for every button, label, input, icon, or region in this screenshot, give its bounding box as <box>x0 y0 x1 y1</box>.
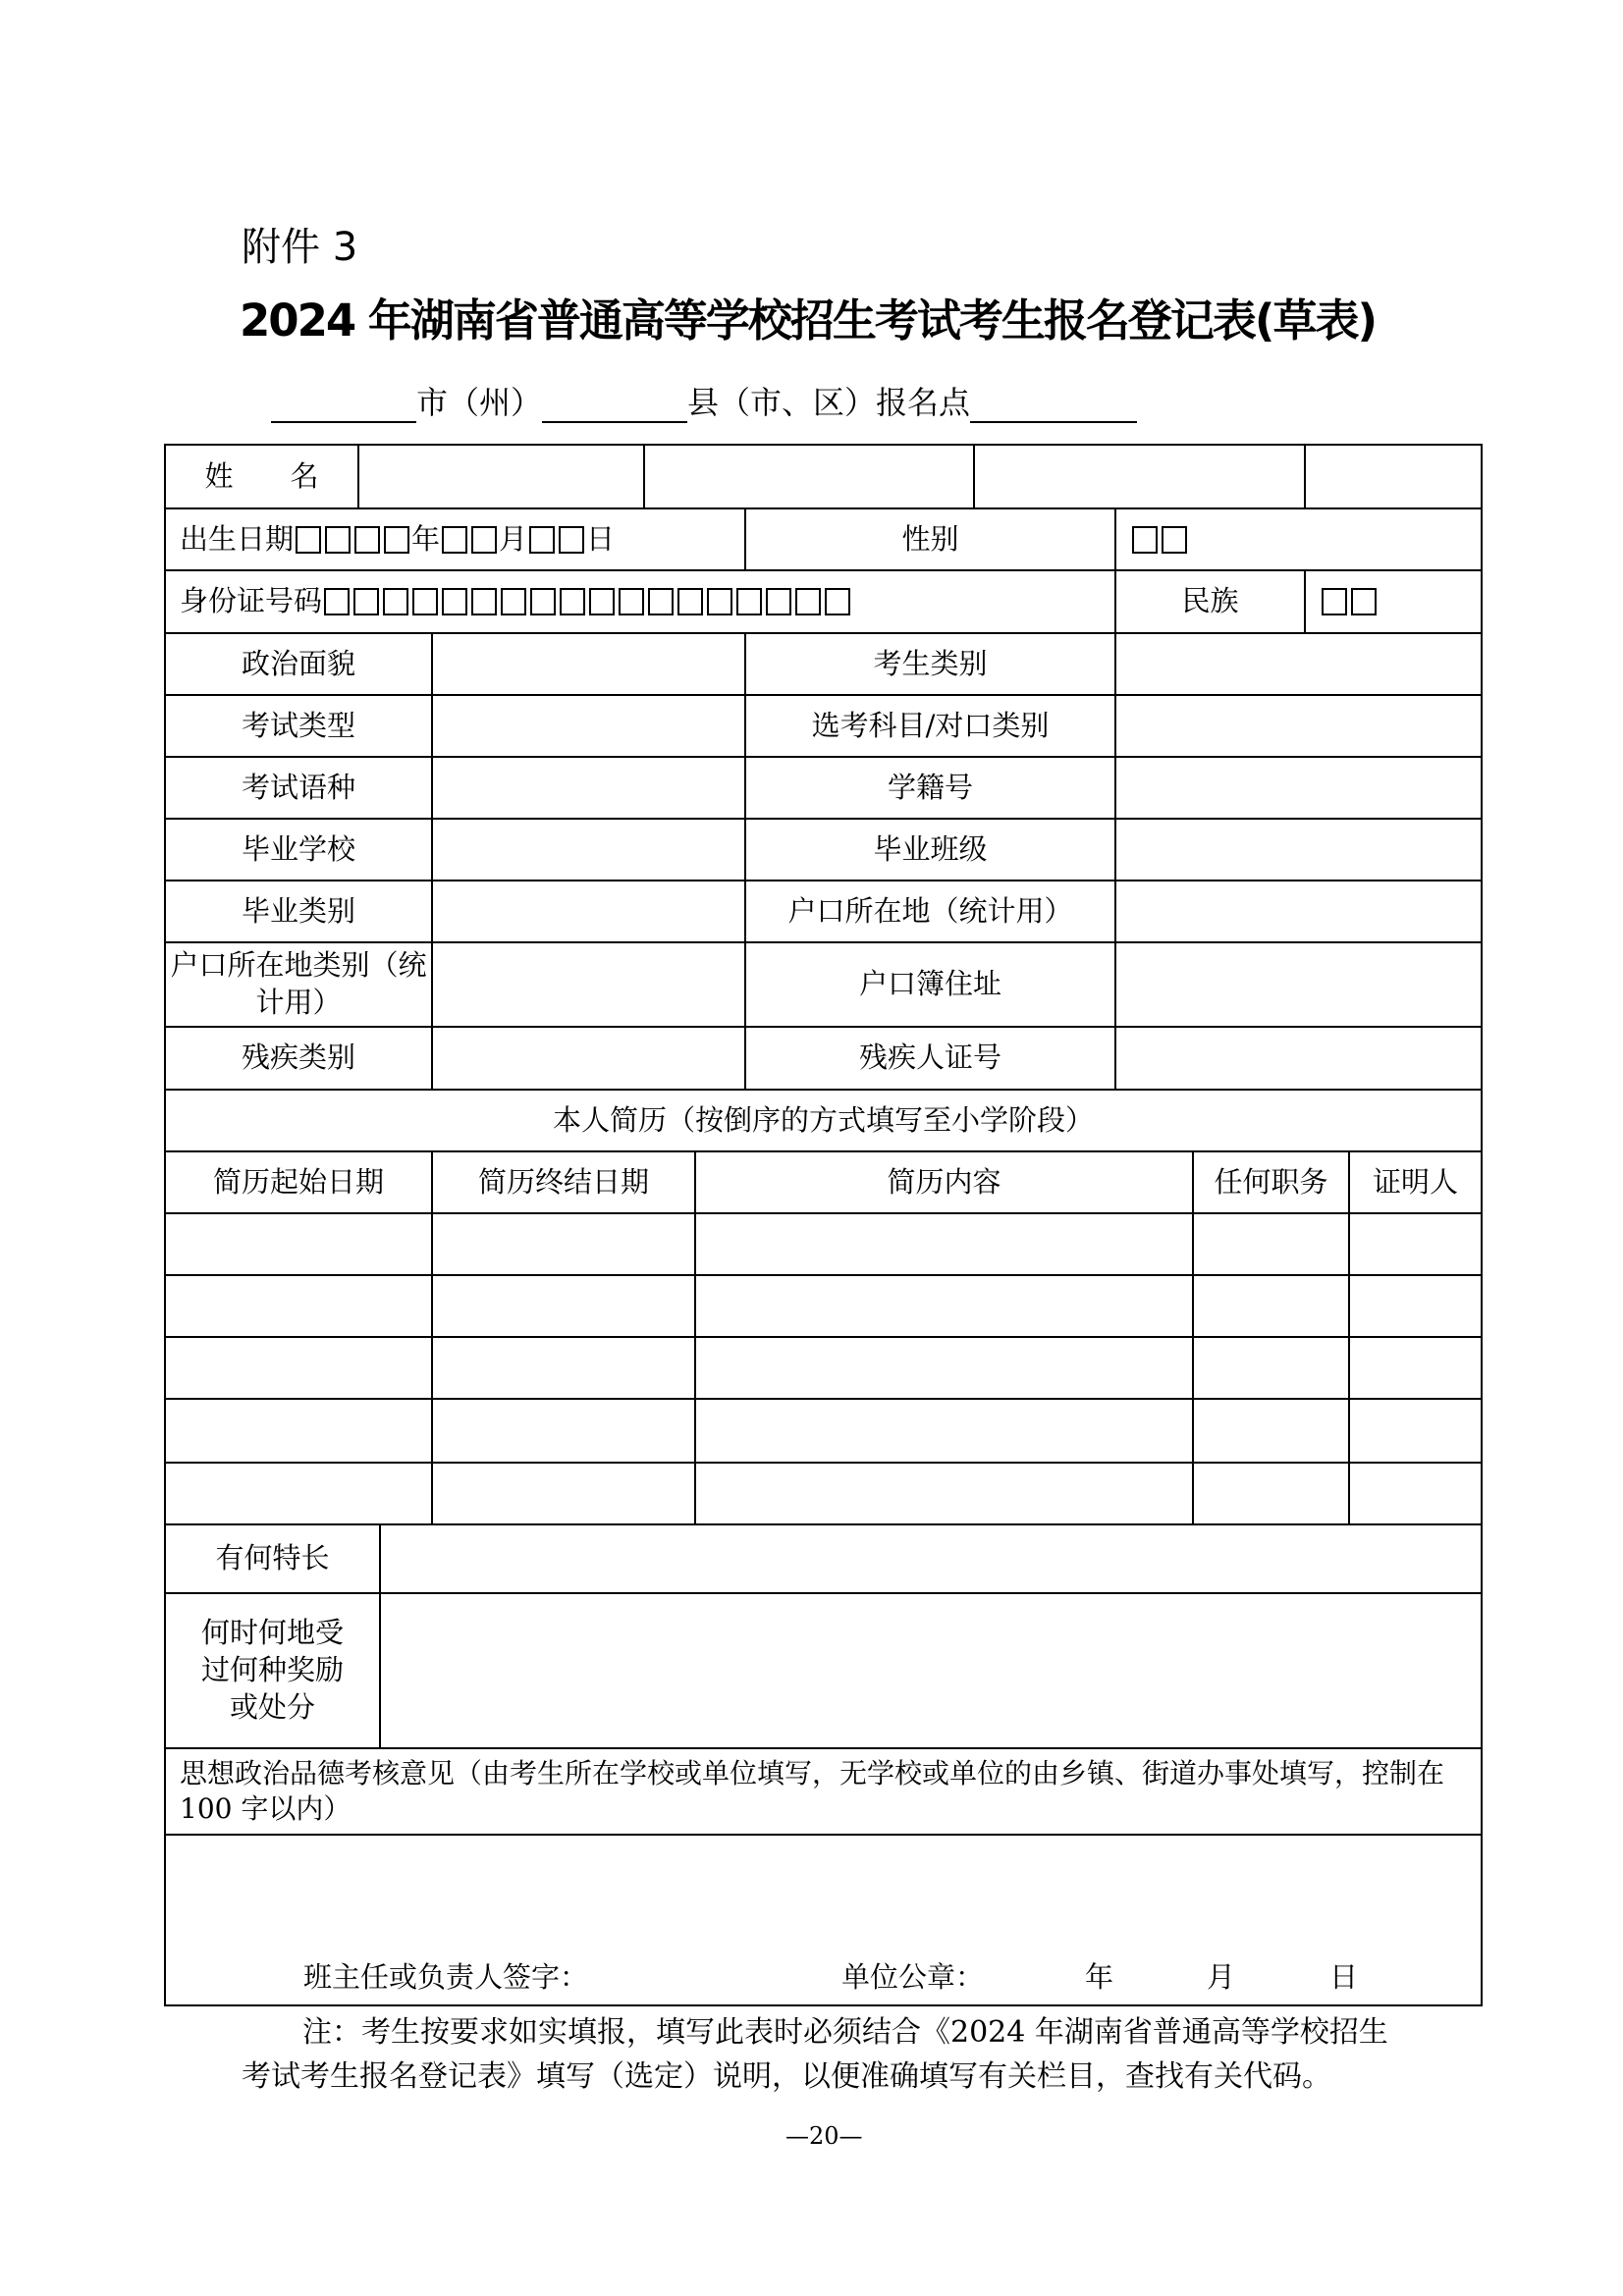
gender-label-text: 性别 <box>901 521 959 556</box>
info-label-left <box>164 632 433 696</box>
resume-cell[interactable] <box>431 1398 696 1464</box>
moral-assessment-field[interactable] <box>164 1834 1483 2006</box>
info-label-left <box>164 694 433 758</box>
id-digit-box[interactable] <box>442 588 467 615</box>
name-field-4[interactable] <box>1304 444 1483 509</box>
resume-header-text: 简历终结日期 <box>477 1164 649 1199</box>
resume-cell[interactable] <box>164 1398 433 1464</box>
id-digit-box[interactable] <box>353 588 379 615</box>
info-label-right-text: 户口所在地（统计用） <box>787 893 1073 928</box>
resume-header-text: 任何职务 <box>1214 1164 1328 1199</box>
info-field-left[interactable] <box>431 880 746 943</box>
info-label-right <box>744 880 1116 943</box>
info-label-right <box>744 1026 1116 1091</box>
resume-header-text: 简历内容 <box>887 1164 1001 1199</box>
awards-label-text: 何时何地受过何种奖励或处分 <box>200 1616 344 1724</box>
info-label-left <box>164 818 433 881</box>
info-label-right-text: 学籍号 <box>887 770 973 804</box>
id-digit-box[interactable] <box>589 588 615 615</box>
birth-year-box[interactable] <box>296 526 321 554</box>
resume-cell[interactable] <box>431 1212 696 1276</box>
resume-header <box>164 1150 433 1214</box>
info-field-right[interactable] <box>1114 1026 1483 1091</box>
sign-month-label: 月 <box>1207 1960 1236 1995</box>
info-label-left-text: 政治面貌 <box>241 646 355 680</box>
id-digit-box[interactable] <box>530 588 556 615</box>
resume-cell[interactable] <box>1192 1336 1350 1400</box>
birth-label: 出生日期 <box>180 521 295 556</box>
gender-box[interactable] <box>1132 526 1158 554</box>
ethnic-field <box>1304 569 1483 634</box>
form-title: 2024 年湖南省普通高等学校招生考试考生报名登记表(草表) <box>240 294 1377 347</box>
info-label-right-text: 毕业班级 <box>873 831 988 866</box>
resume-cell[interactable] <box>1192 1212 1350 1276</box>
ethnic-box[interactable] <box>1322 588 1347 615</box>
resume-cell[interactable] <box>164 1336 433 1400</box>
specialty-field[interactable] <box>379 1523 1483 1594</box>
ethnic-label-text: 民族 <box>1181 584 1239 618</box>
resume-header <box>694 1150 1194 1214</box>
info-label-left-text: 考试类型 <box>241 708 355 742</box>
info-label-left <box>164 880 433 943</box>
id-digit-box[interactable] <box>471 588 497 615</box>
awards-label <box>164 1592 381 1749</box>
id-digit-box[interactable] <box>766 588 791 615</box>
city-blank[interactable] <box>271 388 416 423</box>
specialty-label <box>164 1523 381 1594</box>
id-digit-box[interactable] <box>324 588 350 615</box>
county-blank[interactable] <box>542 388 687 423</box>
resume-cell[interactable] <box>694 1462 1194 1525</box>
info-label-left-text: 毕业学校 <box>241 831 355 866</box>
birth-month-box[interactable] <box>471 526 497 554</box>
sign-day-label: 日 <box>1329 1960 1359 1995</box>
id-digit-box[interactable] <box>825 588 850 615</box>
info-label-right <box>744 756 1116 820</box>
teacher-signature-label: 班主任或负责人签字： <box>303 1960 589 1995</box>
resume-cell[interactable] <box>431 1462 696 1525</box>
ethnic-label <box>1114 569 1306 634</box>
info-label-right-text: 考生类别 <box>873 646 988 680</box>
name-field-3[interactable] <box>973 444 1306 509</box>
resume-cell[interactable] <box>694 1336 1194 1400</box>
birth-date-cell <box>164 507 746 571</box>
birth-day-box[interactable] <box>529 526 555 554</box>
id-number-cell <box>164 569 1116 634</box>
info-label-left <box>164 1026 433 1091</box>
name-field-2[interactable] <box>643 444 975 509</box>
info-field-right[interactable] <box>1114 941 1483 1028</box>
info-label-right-text: 选考科目/对口类别 <box>811 708 1050 742</box>
specialty-label-text: 有何特长 <box>215 1541 330 1575</box>
resume-header-text: 简历起始日期 <box>212 1164 384 1199</box>
resume-title-text: 本人简历（按倒序的方式填写至小学阶段） <box>552 1102 1094 1137</box>
resume-header-text: 证明人 <box>1372 1164 1458 1199</box>
resume-header <box>1192 1150 1350 1214</box>
awards-field[interactable] <box>379 1592 1483 1749</box>
id-label: 身份证号码 <box>180 584 323 618</box>
resume-cell[interactable] <box>694 1274 1194 1338</box>
resume-cell[interactable] <box>431 1274 696 1338</box>
info-label-right-text: 户口簿住址 <box>858 967 1001 1001</box>
resume-cell[interactable] <box>1348 1212 1483 1276</box>
birth-year-box[interactable] <box>384 526 409 554</box>
resume-cell[interactable] <box>1192 1398 1350 1464</box>
id-digit-box[interactable] <box>677 588 703 615</box>
resume-cell[interactable] <box>164 1274 433 1338</box>
info-label-right <box>744 694 1116 758</box>
birth-month-box[interactable] <box>442 526 467 554</box>
ethnic-box[interactable] <box>1351 588 1377 615</box>
name-label <box>164 444 359 509</box>
info-label-right-text: 残疾人证号 <box>858 1041 1001 1075</box>
info-label-left-text: 毕业类别 <box>241 893 355 928</box>
month-label: 月 <box>499 521 528 556</box>
birth-year-box[interactable] <box>354 526 380 554</box>
resume-cell[interactable] <box>1192 1274 1350 1338</box>
note-line-1: 注：考生按要求如实填报，填写此表时必须结合《2024 年湖南省普通高等学校招生 <box>302 2015 1388 2050</box>
info-label-right <box>744 818 1116 881</box>
gender-box[interactable] <box>1162 526 1187 554</box>
id-digit-box[interactable] <box>795 588 821 615</box>
resume-header <box>431 1150 696 1214</box>
id-digit-box[interactable] <box>648 588 674 615</box>
info-field-left[interactable] <box>431 1026 746 1091</box>
registration-point-blank[interactable] <box>970 388 1137 423</box>
resume-cell[interactable] <box>1348 1398 1483 1464</box>
resume-cell[interactable] <box>1348 1336 1483 1400</box>
info-field-right[interactable] <box>1114 880 1483 943</box>
resume-cell[interactable] <box>1192 1462 1350 1525</box>
year-label: 年 <box>411 521 441 556</box>
day-label: 日 <box>586 521 616 556</box>
info-label-right <box>744 632 1116 696</box>
info-field-left[interactable] <box>431 941 746 1028</box>
info-field-left[interactable] <box>431 818 746 881</box>
info-field-right[interactable] <box>1114 694 1483 758</box>
info-field-right[interactable] <box>1114 756 1483 820</box>
resume-cell[interactable] <box>1348 1274 1483 1338</box>
resume-cell[interactable] <box>164 1212 433 1276</box>
info-field-right[interactable] <box>1114 818 1483 881</box>
resume-header <box>1348 1150 1483 1214</box>
info-field-right[interactable] <box>1114 632 1483 696</box>
unit-seal-label: 单位公章： <box>841 1960 985 1995</box>
location-line <box>271 378 1137 423</box>
birth-year-box[interactable] <box>325 526 351 554</box>
sign-year-label: 年 <box>1085 1960 1114 1995</box>
info-label-left-text: 残疾类别 <box>241 1041 355 1075</box>
name-label-text: 姓 名 <box>204 458 319 493</box>
info-label-right <box>744 941 1116 1028</box>
name-field[interactable] <box>357 444 645 509</box>
birth-day-box[interactable] <box>559 526 584 554</box>
resume-cell[interactable] <box>431 1336 696 1400</box>
resume-title <box>164 1089 1483 1152</box>
id-digit-box[interactable] <box>619 588 644 615</box>
moral-assessment-label <box>164 1747 1483 1836</box>
id-digit-box[interactable] <box>501 588 526 615</box>
id-digit-box[interactable] <box>383 588 408 615</box>
info-field-left[interactable] <box>431 756 746 820</box>
id-digit-box[interactable] <box>707 588 732 615</box>
id-digit-box[interactable] <box>736 588 762 615</box>
city-label: 市（州） <box>416 384 543 421</box>
info-label-left-text: 户口所在地类别（统计用） <box>170 948 427 1019</box>
info-label-left-text: 考试语种 <box>241 770 355 804</box>
note-line-2: 考试考生报名登记表》填写（选定）说明，以便准确填写有关栏目，查找有关代码。 <box>242 2059 1331 2094</box>
county-label: 县（市、区）报名点 <box>687 384 971 421</box>
info-label-left <box>164 941 433 1028</box>
resume-cell[interactable] <box>164 1462 433 1525</box>
moral-assessment-label-text: 思想政治品德考核意见（由考生所在学校或单位填写，无学校或单位的由乡镇、街道办事处填写，控制在 100 字以内） <box>180 1756 1445 1825</box>
resume-cell[interactable] <box>694 1398 1194 1464</box>
gender-field <box>1114 507 1483 571</box>
resume-cell[interactable] <box>694 1212 1194 1276</box>
info-label-left <box>164 756 433 820</box>
page-number: —20— <box>785 2122 863 2150</box>
resume-cell[interactable] <box>1348 1462 1483 1525</box>
attachment-label: 附件 3 <box>242 225 358 270</box>
gender-label <box>744 507 1116 571</box>
id-digit-box[interactable] <box>560 588 585 615</box>
info-field-left[interactable] <box>431 694 746 758</box>
id-digit-box[interactable] <box>412 588 438 615</box>
info-field-left[interactable] <box>431 632 746 696</box>
